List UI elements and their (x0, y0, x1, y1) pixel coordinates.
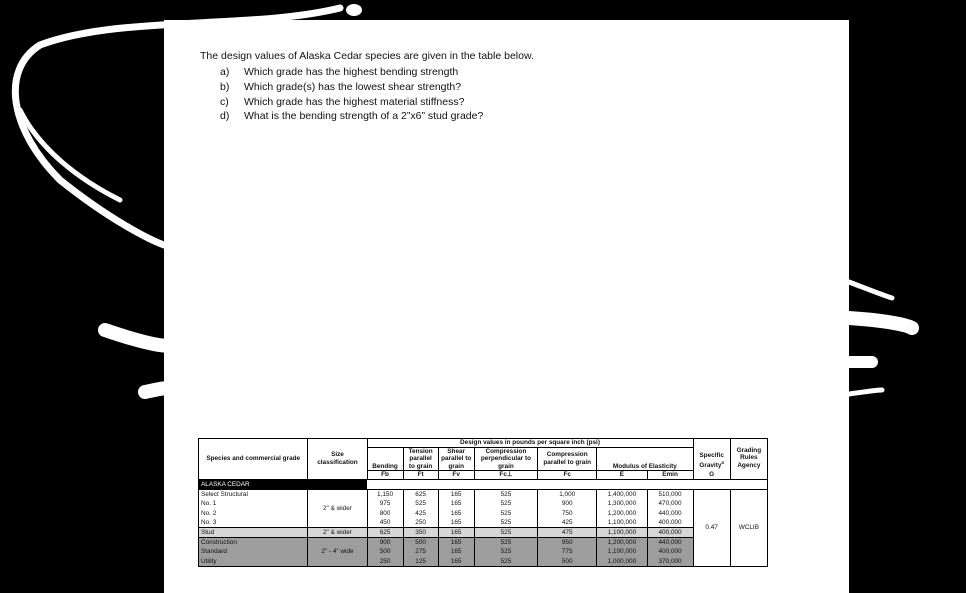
e-cell: 1,200,000 (597, 509, 647, 518)
species-spacer (367, 479, 768, 489)
emin-cell: 400,000 (647, 547, 693, 556)
fb-cell: 450 (367, 518, 403, 528)
fcp-cell: 525 (474, 499, 537, 508)
question-text: What is the bending strength of a 2”x6” stud grade? (244, 110, 484, 123)
question-item (220, 65, 483, 80)
gravity-cell: 0.47 (693, 490, 730, 567)
fv-cell: 165 (438, 509, 474, 518)
fc-cell: 950 (538, 538, 597, 548)
fb-cell: 900 (367, 538, 403, 548)
question-label: b) (220, 80, 230, 93)
emin-cell: 400,000 (647, 527, 693, 537)
grade-cell: Construction (199, 538, 308, 548)
table-row (199, 509, 768, 518)
e-cell: 1,100,000 (597, 518, 647, 528)
ft-cell: 625 (403, 490, 438, 500)
table-row (199, 490, 768, 500)
modulus-header: Modulus of Elasticity (597, 447, 693, 471)
e-symbol: E (597, 471, 647, 480)
emin-cell: 370,000 (647, 557, 693, 567)
grade-cell: No. 1 (199, 499, 308, 508)
e-cell: 1,100,000 (597, 527, 647, 537)
fcp-cell: 525 (474, 509, 537, 518)
fcp-cell: 525 (474, 538, 537, 548)
agency-symbol (730, 471, 767, 480)
species-header: Species and commercial grade (199, 439, 308, 480)
fv-cell: 165 (438, 490, 474, 500)
fcp-cell: 525 (474, 557, 537, 567)
ft-cell: 500 (403, 538, 438, 548)
fv-cell: 165 (438, 499, 474, 508)
ft-cell: 350 (403, 527, 438, 537)
emin-cell: 440,000 (647, 538, 693, 548)
comp-perp-symbol: Fc⊥ (474, 471, 537, 480)
table-row (199, 518, 768, 528)
grade-cell: No. 2 (199, 509, 308, 518)
ft-cell: 425 (403, 509, 438, 518)
size-header: Size classification (308, 439, 367, 480)
document-page (164, 20, 849, 593)
table-row (199, 547, 768, 556)
e-cell: 1,100,000 (597, 547, 647, 556)
emin-cell: 470,000 (647, 499, 693, 508)
fc-cell: 425 (538, 518, 597, 528)
fb-cell: 1,150 (367, 490, 403, 500)
fv-cell: 165 (438, 547, 474, 556)
e-cell: 1,300,000 (597, 499, 647, 508)
comp-par-symbol: Fc (538, 471, 597, 480)
table-row (199, 557, 768, 567)
fc-cell: 900 (538, 499, 597, 508)
fv-cell: 165 (438, 557, 474, 567)
comp-perp-header: Compression perpendicular to grain (474, 447, 537, 471)
fc-cell: 500 (538, 557, 597, 567)
fcp-cell: 525 (474, 490, 537, 500)
design-values-header: Design values in pounds per square inch (psi) (367, 439, 693, 448)
emin-cell: 400,000 (647, 518, 693, 528)
agency-header: Grading Rules Agency (730, 439, 767, 471)
fv-cell: 165 (438, 527, 474, 537)
fc-cell: 1,000 (538, 490, 597, 500)
gravity-footnote: 4 (721, 460, 724, 466)
comp-par-header: Compression parallel to grain (538, 447, 597, 471)
species-name: ALASKA CEDAR (199, 479, 368, 489)
bending-symbol: Fb (367, 471, 403, 480)
tension-symbol: Ft (403, 471, 438, 480)
grade-cell: Utility (199, 557, 308, 567)
question-label: d) (220, 110, 230, 123)
size-cell: 2" & wider (308, 527, 367, 537)
table-row (199, 538, 768, 548)
shear-header: Shear parallel to grain (438, 447, 474, 471)
e-cell: 1,000,000 (597, 557, 647, 567)
fb-cell: 500 (367, 547, 403, 556)
fv-cell: 165 (438, 538, 474, 548)
table-row (199, 527, 768, 537)
emin-cell: 440,000 (647, 509, 693, 518)
gravity-header-text: Specific Gravity (699, 451, 724, 470)
grade-cell: Select Structural (199, 490, 308, 500)
agency-cell: WCLIB (730, 490, 767, 567)
emin-cell: 510,000 (647, 490, 693, 500)
table-row (199, 499, 768, 508)
ft-cell: 250 (403, 518, 438, 528)
question-item (220, 95, 483, 110)
fcp-cell: 525 (474, 527, 537, 537)
bending-header: Bending (367, 447, 403, 471)
fb-cell: 625 (367, 527, 403, 537)
question-text: Which grade has the highest bending strength (244, 66, 459, 78)
e-cell: 1,200,000 (597, 538, 647, 548)
question-item (220, 80, 483, 95)
grade-cell: Standard (199, 547, 308, 556)
question-list (220, 65, 483, 124)
size-cell: 2" - 4" wide (308, 538, 367, 567)
fb-cell: 800 (367, 509, 403, 518)
question-text: Which grade has the highest material stiffness? (244, 95, 465, 108)
fb-cell: 250 (367, 557, 403, 567)
question-text: Which grade(s) has the lowest shear strength? (244, 80, 462, 93)
shear-symbol: Fv (438, 471, 474, 480)
gravity-symbol: G (693, 471, 730, 480)
design-values-table (198, 438, 768, 567)
fc-cell: 750 (538, 509, 597, 518)
ft-cell: 275 (403, 547, 438, 556)
question-intro: The design values of Alaska Cedar species are given in the table below. (200, 50, 534, 62)
fc-cell: 775 (538, 547, 597, 556)
size-cell: 2" & wider (308, 490, 367, 528)
gravity-header (693, 439, 730, 471)
fcp-cell: 525 (474, 518, 537, 528)
fb-cell: 975 (367, 499, 403, 508)
fv-cell: 165 (438, 518, 474, 528)
question-label: a) (220, 66, 230, 78)
fc-cell: 475 (538, 527, 597, 537)
ft-cell: 525 (403, 499, 438, 508)
question-label: c) (220, 95, 229, 108)
question-item (220, 109, 483, 124)
ft-cell: 125 (403, 557, 438, 567)
grade-cell: No. 3 (199, 518, 308, 528)
fcp-cell: 525 (474, 547, 537, 556)
emin-symbol: Emin (647, 471, 693, 480)
tension-header: Tension parallel to grain (403, 447, 438, 471)
grade-cell: Stud (199, 527, 308, 537)
e-cell: 1,400,000 (597, 490, 647, 500)
